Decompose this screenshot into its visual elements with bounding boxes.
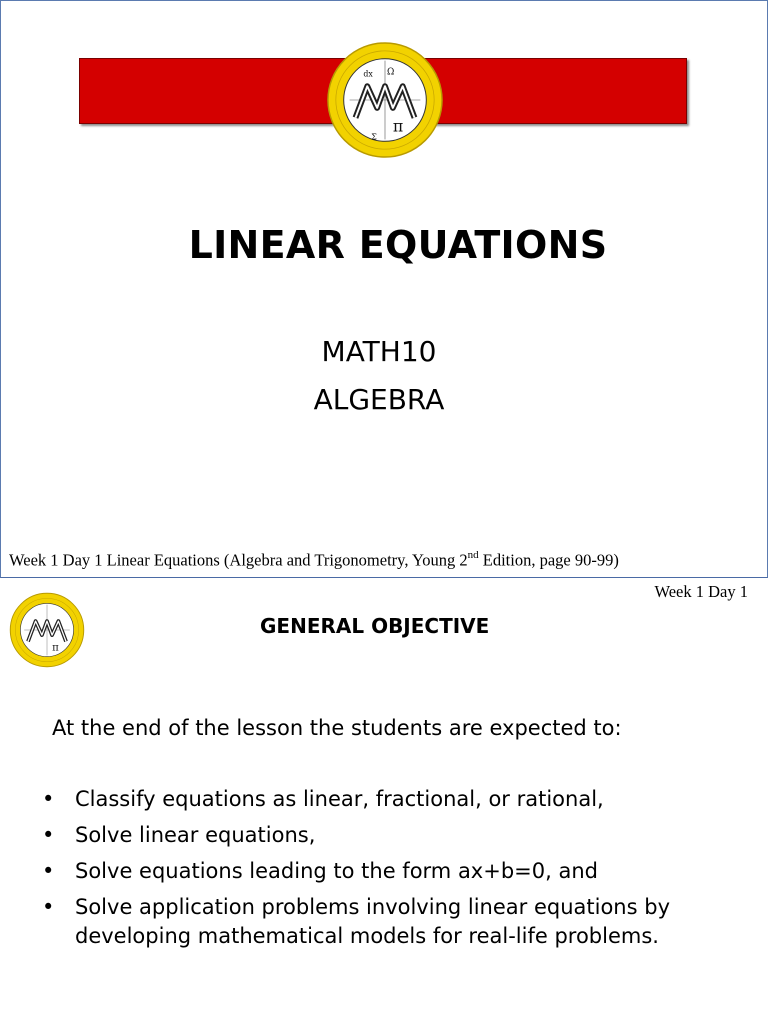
department-seal-logo-small: [9, 592, 85, 668]
caption-text-start: Week 1 Day 1 Linear Equations (Algebra and Trigonometry, Young 2: [9, 550, 468, 570]
list-item: • Classify equations as linear, fractional, or rational,: [42, 785, 742, 814]
list-item: • Solve application problems involving linear equations by developing mathematical models for real-life problems.: [42, 893, 742, 951]
svg-text:π: π: [52, 642, 59, 654]
list-item: • Solve equations leading to the form ax+b=0, and: [42, 857, 742, 886]
objective-slide: [0, 578, 768, 1024]
svg-text:Ω: Ω: [386, 67, 395, 78]
svg-text:dx: dx: [363, 69, 373, 79]
intro-text: At the end of the lesson the students are expected to:: [52, 716, 622, 740]
caption-superscript: nd: [467, 549, 479, 561]
slide-title: LINEAR EQUATIONS: [188, 223, 608, 267]
objectives-list: [42, 785, 742, 958]
section-heading: GENERAL OBJECTIVE: [260, 614, 490, 638]
week-label: Week 1 Day 1: [654, 582, 748, 601]
course-code: MATH10: [321, 335, 437, 368]
svg-text:π: π: [392, 116, 404, 136]
svg-text:Σ: Σ: [371, 132, 377, 142]
caption-text-end: Edition, page 90-99): [478, 550, 619, 570]
slide-caption: [9, 550, 619, 571]
list-item: • Solve linear equations,: [42, 821, 742, 850]
course-name: ALGEBRA: [313, 383, 445, 416]
department-seal-logo: [326, 41, 444, 159]
